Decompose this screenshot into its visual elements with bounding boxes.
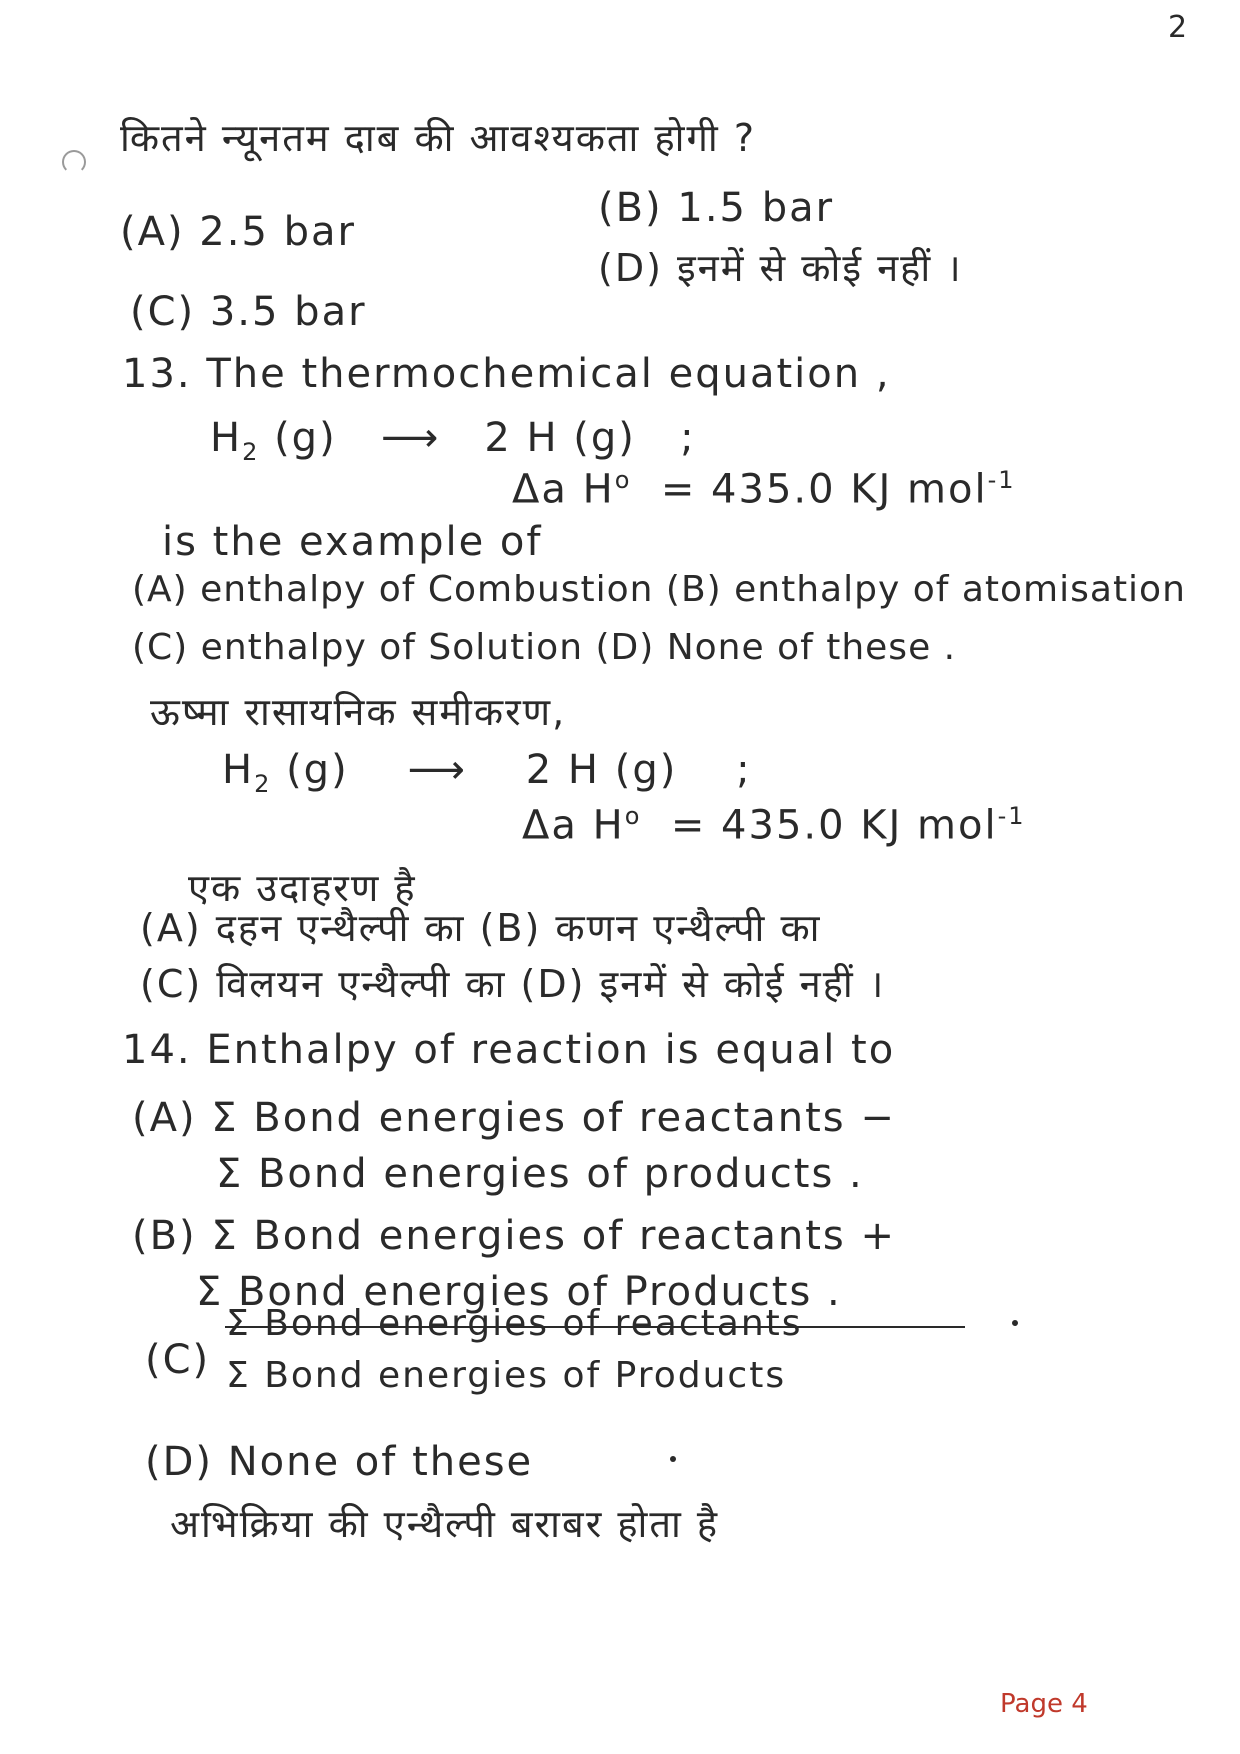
q13-equation-hindi: $H_2$ (g) ⟶ 2 H (g) ; bbox=[222, 747, 752, 798]
q14-option-c-label: (C) bbox=[145, 1337, 211, 1383]
punch-hole-mark bbox=[62, 150, 86, 174]
q12-option-d: (D) इनमें से कोई नहीं । bbox=[598, 246, 963, 290]
q14-option-b-line-1: (B) Σ Bond energies of reactants + bbox=[132, 1213, 896, 1259]
q14-option-a-line-2: Σ Bond energies of products . bbox=[216, 1151, 864, 1197]
q14-option-d: (D) None of these bbox=[145, 1439, 534, 1485]
q13-stem-hindi: ऊष्मा रासायनिक समीकरण, bbox=[150, 690, 567, 734]
q12-option-a: (A) 2.5 bar bbox=[120, 209, 356, 255]
q13-stem: 13. The thermochemical equation , bbox=[122, 351, 891, 397]
q14-option-b-line-2: Σ Bond energies of Products . bbox=[196, 1269, 842, 1315]
fullstop-mark bbox=[670, 1456, 676, 1462]
arrow-icon: ⟶ bbox=[380, 415, 441, 461]
q12-option-b: (B) 1.5 bar bbox=[598, 185, 835, 231]
page-number: 2 bbox=[1168, 10, 1190, 45]
q13-enthalpy-value-hindi: Δa $H^o = 435.0$ KJ mol$^{-1}$ bbox=[522, 802, 1026, 849]
q13-options-hindi-row-2: (C) विलयन एन्थैल्पी का (D) इनमें से कोई नहीं । bbox=[140, 962, 886, 1006]
q13-is-example: is the example of bbox=[162, 519, 543, 565]
q14-option-a-line-1: (A) Σ Bond energies of reactants − bbox=[132, 1095, 896, 1141]
q14-option-c-denominator: Σ Bond energies of Products bbox=[226, 1355, 787, 1396]
fraction-bar bbox=[225, 1326, 965, 1328]
q13-options-row-2: (C) enthalpy of Solution (D) None of these . bbox=[132, 627, 957, 668]
q14-option-c-numerator: Σ Bond energies of reactants bbox=[226, 1303, 803, 1344]
q12-option-c: (C) 3.5 bar bbox=[130, 289, 367, 335]
arrow-icon: ⟶ bbox=[407, 747, 467, 793]
page-footer: Page 4 bbox=[1000, 1689, 1088, 1719]
q14-stem-hindi: अभिक्रिया की एन्थैल्पी बराबर होता है bbox=[170, 1502, 720, 1546]
q13-options-row-1: (A) enthalpy of Combustion (B) enthalpy of atomisation bbox=[132, 569, 1186, 610]
fullstop-mark bbox=[1012, 1320, 1018, 1326]
q13-enthalpy-value: Δa $H^o = 435.0$ KJ mol$^{-1}$ bbox=[512, 466, 1016, 513]
q13-equation: $H_2$ (g) ⟶ 2 H (g) ; bbox=[210, 415, 696, 466]
q14-stem: 14. Enthalpy of reaction is equal to bbox=[122, 1027, 896, 1073]
q13-options-hindi-row-1: (A) दहन एन्थैल्पी का (B) कणन एन्थैल्पी का bbox=[140, 906, 822, 950]
q12-stem-hindi: कितने न्यूनतम दाब की आवश्यकता होगी ? bbox=[120, 116, 756, 160]
q13-example-hindi: एक उदाहरण है bbox=[188, 866, 417, 910]
